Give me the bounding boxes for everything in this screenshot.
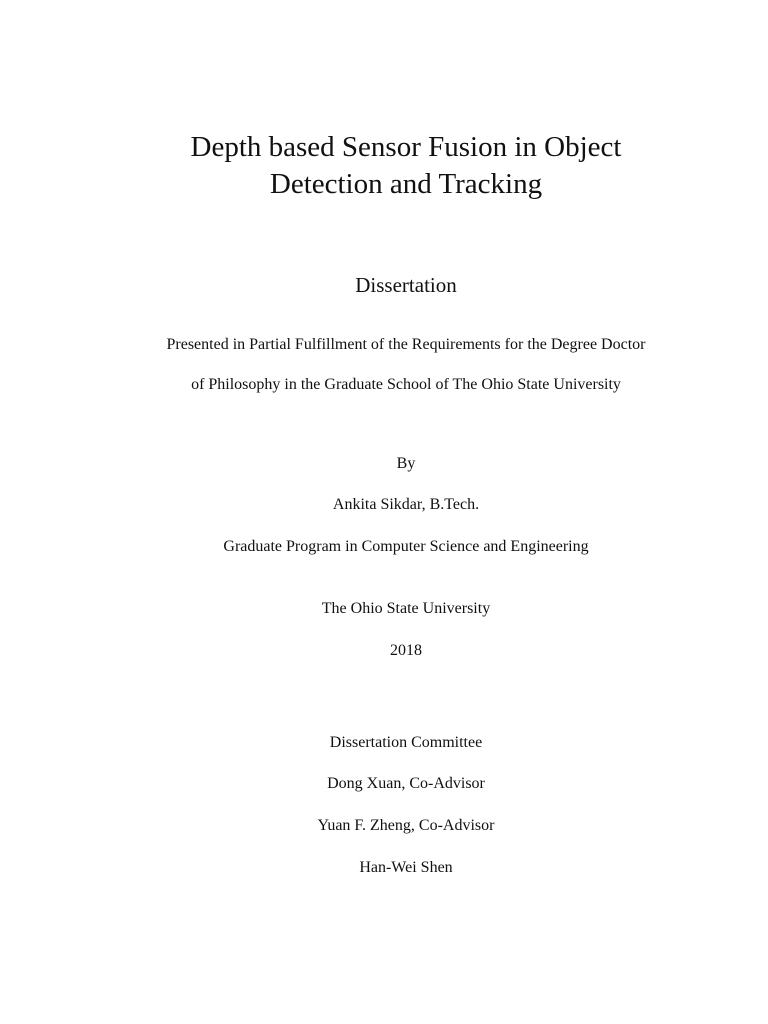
dissertation-title-line-1: Depth based Sensor Fusion in Object <box>190 131 622 163</box>
committee-member: Dong Xuan, Co-Advisor <box>327 775 485 792</box>
fulfillment-statement-line-2: of Philosophy in the Graduate School of The Ohio State University <box>191 376 621 393</box>
committee-member: Yuan F. Zheng, Co-Advisor <box>317 817 495 834</box>
author-name: Ankita Sikdar, B.Tech. <box>332 496 480 513</box>
year: 2018 <box>390 642 422 659</box>
fulfillment-statement-line-1: Presented in Partial Fulfillment of the Requirements for the Degree Doctor <box>166 336 646 353</box>
committee-member: Han-Wei Shen <box>359 859 453 876</box>
university-name: The Ohio State University <box>321 600 491 617</box>
committee-heading: Dissertation Committee <box>329 734 483 751</box>
graduate-program: Graduate Program in Computer Science and Engineering <box>223 538 589 555</box>
by-label: By <box>396 455 416 472</box>
dissertation-title-line-2: Detection and Tracking <box>269 168 543 200</box>
document-type: Dissertation <box>355 273 457 297</box>
